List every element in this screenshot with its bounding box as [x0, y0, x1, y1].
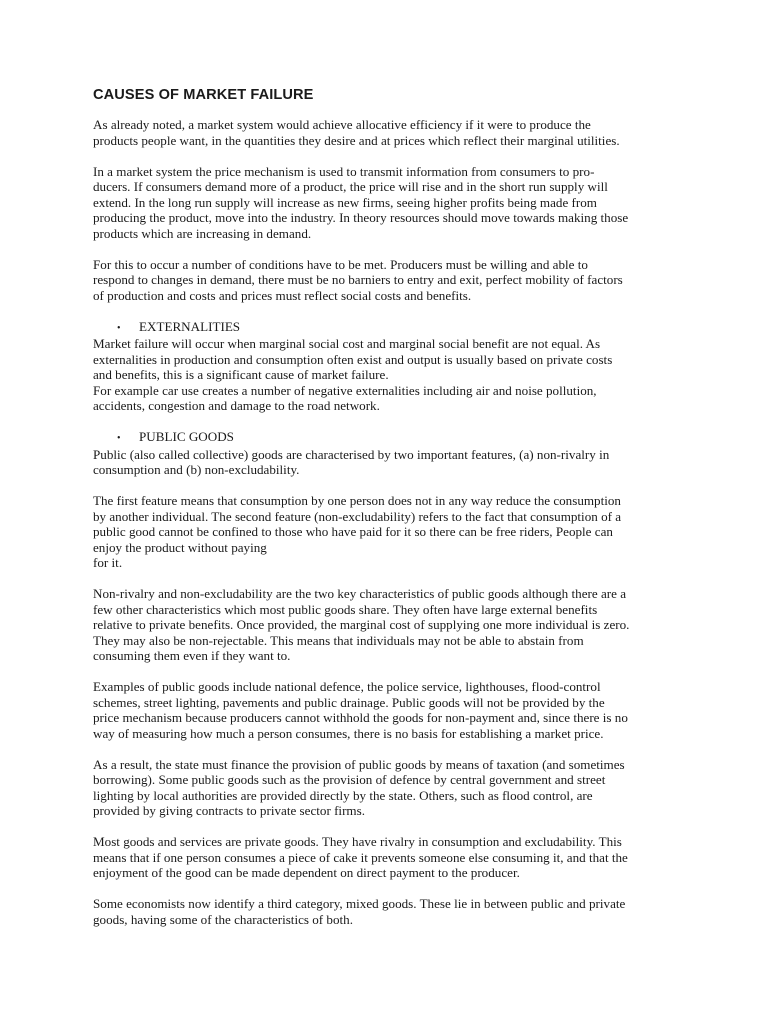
- text-line: Some economists now identify a third category, mixed goods. These lie in between public and private: [93, 896, 626, 911]
- text-line: In a market system the price mechanism is used to transmit information from consumers to pro-: [93, 163, 595, 179]
- text-line: The first feature means that consumption by one person does not in any way reduce the consumption: [93, 493, 621, 508]
- text-line: products which are increasing in demand.: [93, 225, 312, 241]
- text-line: means that if one person consumes a piece of cake it prevents someone else consuming it, and that the: [93, 849, 628, 865]
- section-heading: PUBLIC GOODS: [139, 429, 234, 444]
- text-line: public good cannot be confined to those who have paid for it so there can be free riders, People can: [93, 524, 613, 539]
- paragraph-private-goods: [93, 834, 681, 881]
- text-line: Market failure will occur when marginal social cost and marginal social benefit are not equal. As: [93, 336, 601, 351]
- text-line: by another individual. The second feature (non-excludability) refers to the fact that consumption of a: [93, 508, 622, 524]
- text-line: borrowing). Some public goods such as the provision of defence by central government and street: [93, 772, 606, 787]
- bullet-icon: •: [117, 322, 121, 334]
- paragraph-conditions: [93, 257, 681, 304]
- bullet-heading-externalities: [93, 319, 681, 337]
- text-line: enjoy the product without paying: [93, 539, 267, 555]
- text-line: Examples of public goods include national defence, the police service, lighthouses, flood-control: [93, 679, 601, 694]
- text-line: As already noted, a market system would achieve allocative efficiency if it were to produce the: [93, 117, 591, 132]
- paragraph-mixed-goods: [93, 896, 681, 927]
- text-line: for it.: [93, 555, 123, 570]
- document-page: [93, 86, 681, 943]
- text-line: consumption and (b) non-excludability.: [93, 462, 300, 477]
- paragraph-key-characteristics: [93, 586, 681, 664]
- text-line: producing the product, move into the industry. In theory resources should move towards making those: [93, 210, 629, 225]
- text-line: externalities in production and consumption often exist and output is usually based on private costs: [93, 351, 613, 367]
- text-line: They may also be non-rejectable. This means that individuals may not be able to abstain from: [93, 632, 584, 648]
- text-line: For this to occur a number of conditions have to be met. Producers must be willing and able to: [93, 256, 588, 272]
- document-title: CAUSES OF MARKET FAILURE: [93, 87, 314, 103]
- paragraph-first-feature: [93, 493, 681, 571]
- paragraph-price-mechanism: [93, 164, 681, 242]
- section-heading: EXTERNALITIES: [139, 318, 241, 334]
- bullet-heading-public-goods: [93, 429, 681, 447]
- text-line: provided by giving contracts to private sector firms.: [93, 803, 365, 818]
- text-line: Non-rivalry and non-excludability are the two key characteristics of public goods although there are a: [93, 586, 627, 601]
- text-line: For example car use creates a number of negative externalities including air and noise pollution,: [93, 382, 597, 398]
- paragraph-state-finance: [93, 757, 681, 819]
- text-line: relative to private benefits. Once provided, the marginal cost of supplying one more individual is zero.: [93, 617, 630, 632]
- section-public-goods: [93, 429, 681, 478]
- text-line: respond to changes in demand, there must be no barniers to entry and exit, perfect mobility of factors: [93, 272, 623, 287]
- text-line: ducers. If consumers demand more of a product, the price will rise and in the short run supply will: [93, 179, 608, 194]
- bullet-icon: •: [117, 433, 121, 444]
- text-line: products people want, in the quantities they desire and at prices which reflect their marginal utilities.: [93, 132, 620, 148]
- text-line: Public (also called collective) goods are characterised by two important features, (a) non-rivalry in: [93, 446, 610, 462]
- text-line: way of measuring how much a person consumes, there is no basis for establishing a market price.: [93, 725, 604, 741]
- text-line: accidents, congestion and damage to the road network.: [93, 398, 380, 413]
- text-line: of production and costs and prices must reflect social costs and benefits.: [93, 287, 472, 303]
- text-line: Most goods and services are private goods. They have rivalry in consumption and excludability. This: [93, 834, 622, 849]
- text-line: As a result, the state must finance the provision of public goods by means of taxation (and sometimes: [93, 756, 625, 772]
- text-line: and benefits, this is a significant cause of market failure.: [93, 367, 389, 382]
- text-line: schemes, street lighting, pavements and public drainage. Public goods will not be provided by the: [93, 694, 605, 710]
- paragraph-examples: [93, 679, 681, 741]
- text-line: goods, having some of the characteristics of both.: [93, 911, 353, 927]
- text-line: consuming them even if they want to.: [93, 648, 291, 663]
- paragraph-intro: [93, 117, 681, 148]
- text-line: price mechanism because producers cannot withhold the goods for non-payment and, since there is no: [93, 710, 628, 725]
- section-externalities: [93, 319, 681, 414]
- text-line: enjoyment of the good can be made dependent on direct payment to the producer.: [93, 865, 520, 880]
- text-line: extend. In the long run supply will increase as new firms, seeing higher profits being made from: [93, 194, 597, 210]
- text-line: lighting by local authorities are provided directly by the state. Others, such as flood control, are: [93, 787, 593, 803]
- text-line: few other characteristics which most public goods share. They often have large external benefits: [93, 601, 598, 617]
